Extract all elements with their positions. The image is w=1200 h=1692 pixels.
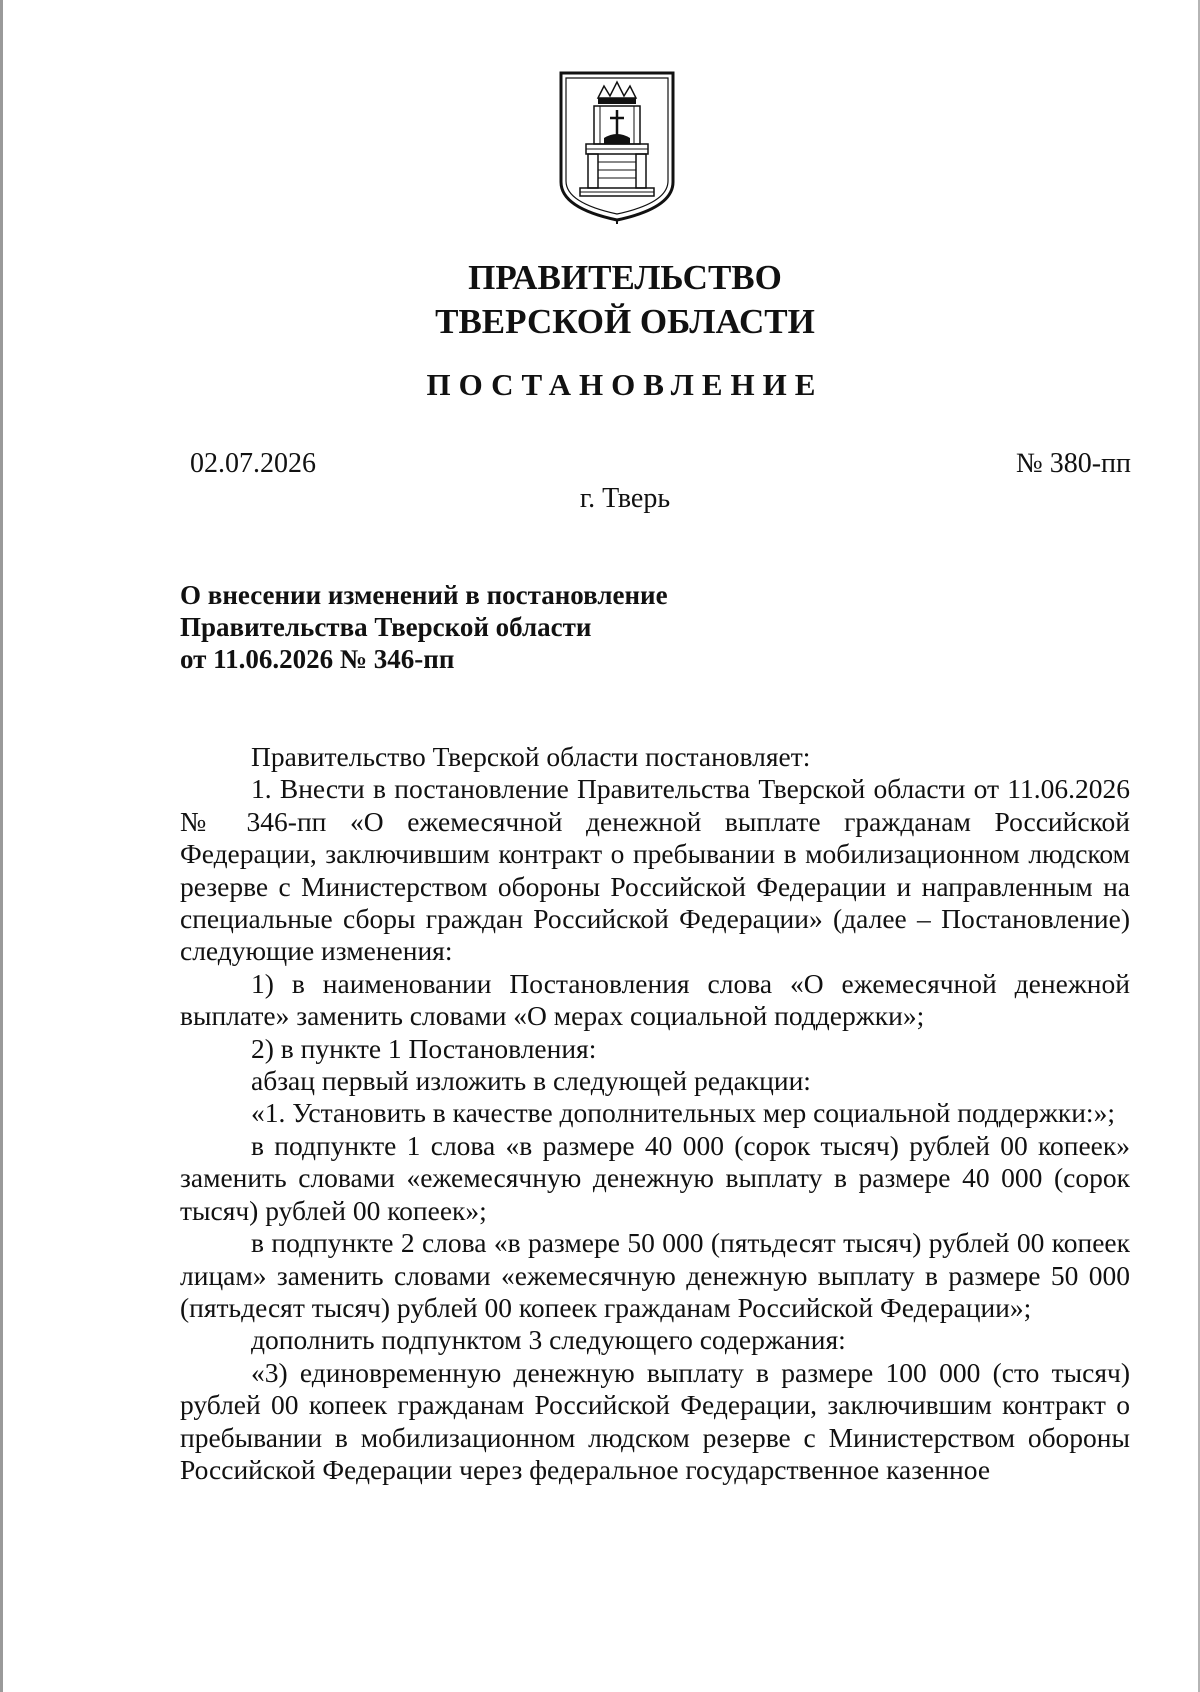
body-paragraph: «3) единовременную денежную выплату в размере 100 000 (сто тысяч) рублей 00 копеек гражданам Российской Федерации, заключившим контракт о пребывании в мобилизационном людском резерве с Министерством обороны Российской Федерации через федеральное государственное казенное [180, 1356, 1130, 1485]
body-paragraph: дополнить подпунктом 3 следующего содержания: [251, 1324, 846, 1356]
document-body [180, 741, 1130, 1486]
organization-name [0, 256, 1200, 344]
organization-name-line-2: ТВЕРСКОЙ ОБЛАСТИ [435, 302, 815, 341]
body-paragraph: Правительство Тверской области постановляет: [251, 741, 811, 772]
document-number: № 380-пп [1015, 448, 1131, 479]
document-type: ПОСТАНОВЛЕНИЕ [426, 367, 824, 402]
body-paragraph: 1) в наименовании Постановления слова «О ежемесячной денежной выплате» заменить словами «О мерах социальной поддержки»; [180, 967, 1130, 1032]
document-title-line-1: О внесении изменений в постановление [180, 580, 668, 610]
body-paragraph: 1. Внести в постановление Правительства Тверской области от 11.06.2026 № 346-пп «О ежемесячной денежной выплате гражданам Российской Федерации, заключившим контракт о пребывании в мобилизационном людском резерве с Министерством обороны Российской Федерации и направленным на специальные сборы граждан Российской Федерации» (далее – Постановление) следующие изменения: [180, 773, 1130, 967]
document-title-line-3: от 11.06.2026 № 346-пп [180, 644, 455, 674]
document-title-line-2: Правительства Тверской области [180, 612, 592, 642]
document-title [180, 579, 668, 675]
body-paragraph: «1. Установить в качестве дополнительных мер социальной поддержки:»; [251, 1097, 1115, 1129]
scan-left-edge [0, 0, 3, 1692]
body-paragraph: в подпункте 2 слова «в размере 50 000 (пятьдесят тысяч) рублей 00 копеек лицам» заменить словами «ежемесячную денежную выплату в размере 50 000 (пятьдесят тысяч) рублей 00 копеек гражданам Российской Федерации»; [180, 1227, 1130, 1323]
document-date: 02.07.2026 [190, 448, 316, 479]
body-paragraph: абзац первый изложить в следующей редакции: [251, 1065, 811, 1097]
body-paragraph: 2) в пункте 1 Постановления: [251, 1032, 597, 1064]
document-city: г. Тверь [579, 483, 671, 514]
organization-name-line-1: ПРАВИТЕЛЬСТВО [468, 258, 782, 297]
coat-of-arms-icon [556, 70, 678, 224]
body-paragraph: в подпункте 1 слова «в размере 40 000 (сорок тысяч) рублей 00 копеек» заменить словами «ежемесячную денежную выплату в размере 40 000 (сорок тысяч) рублей 00 копеек»; [180, 1129, 1130, 1226]
